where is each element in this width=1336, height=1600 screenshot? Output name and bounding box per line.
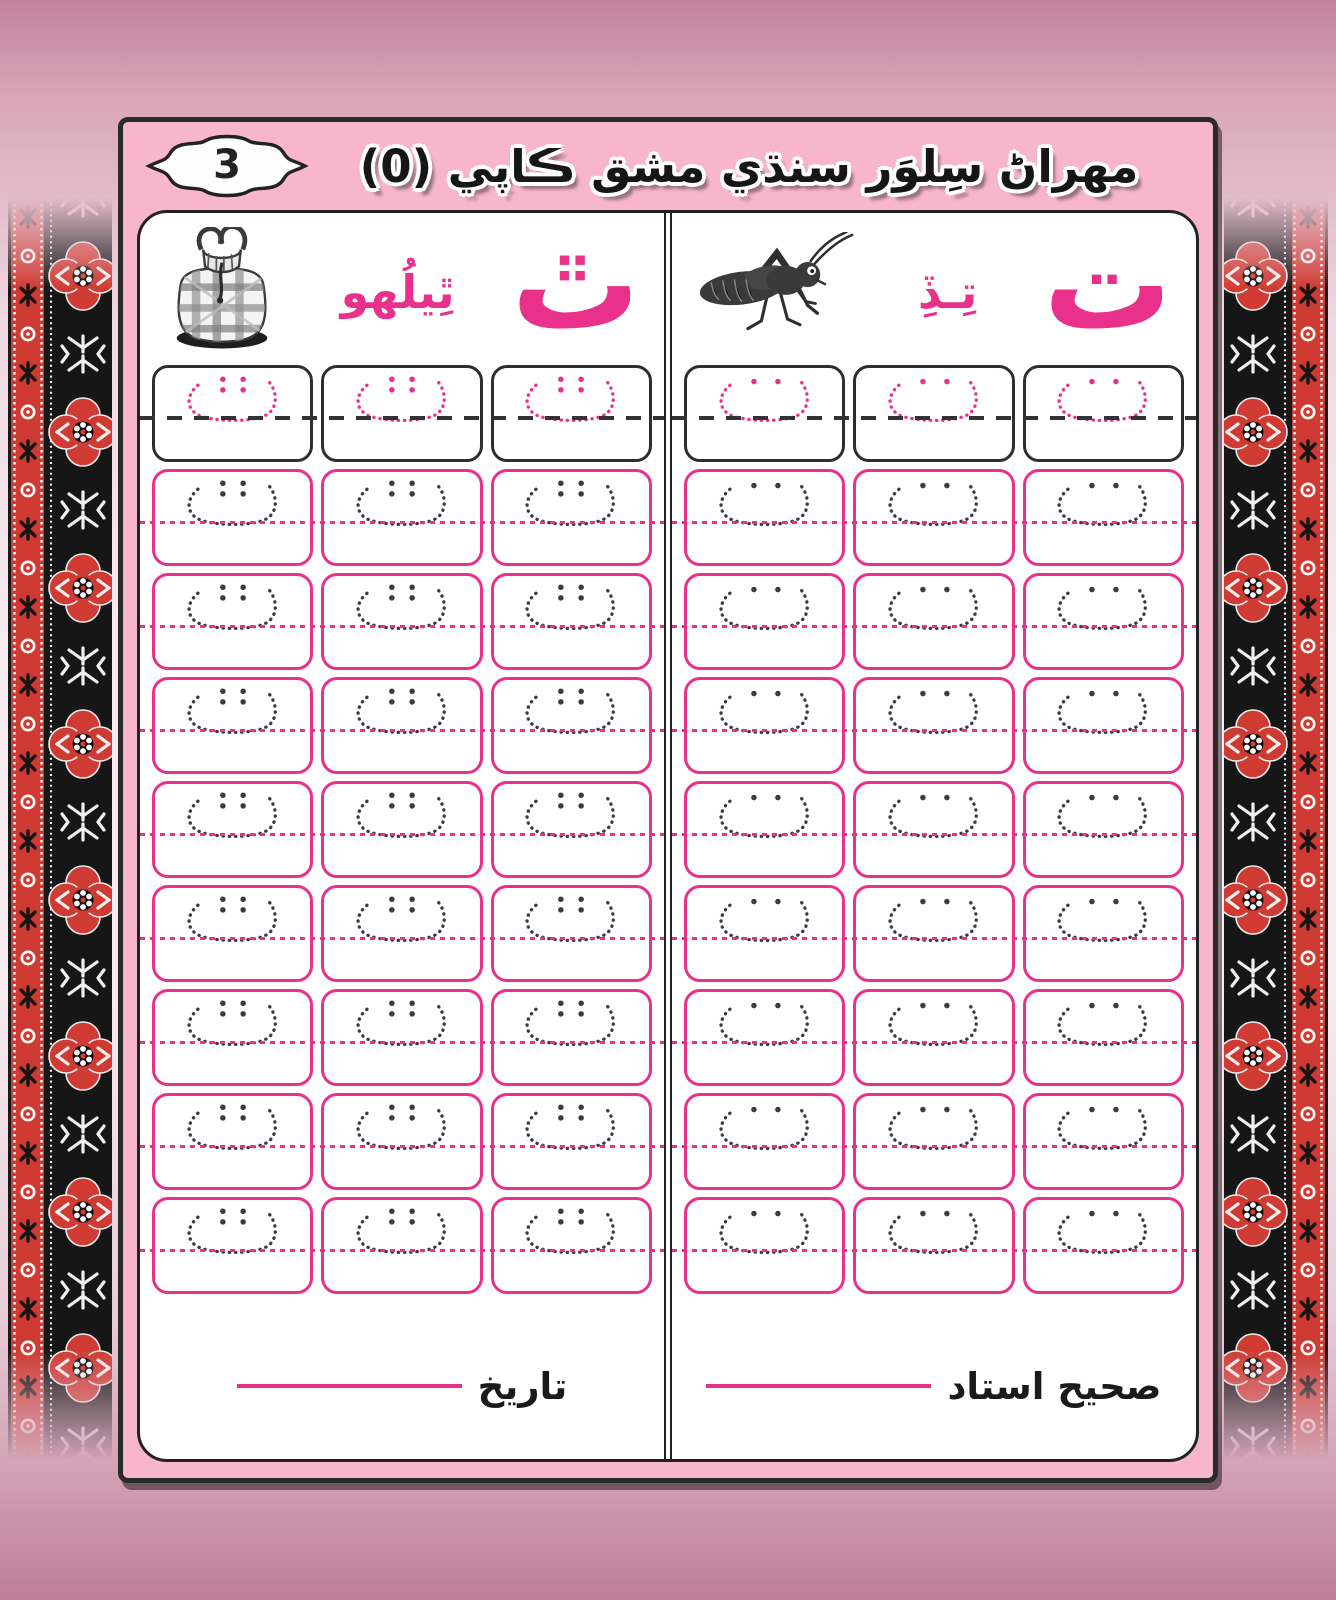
plaid-bag-icon (156, 227, 288, 357)
practice-row (152, 573, 652, 670)
practice-row (152, 989, 652, 1086)
writing-baseline (140, 416, 664, 420)
practice-box (853, 781, 1014, 878)
practice-box (321, 677, 482, 774)
panel-right-practice-grid (684, 365, 1184, 1301)
writing-baseline (140, 1041, 664, 1044)
practice-box (1023, 1197, 1184, 1294)
page-number-badge (143, 133, 311, 199)
center-divider (664, 213, 672, 1459)
practice-row (684, 1093, 1184, 1190)
grasshopper-icon (688, 232, 856, 352)
practice-box (491, 781, 652, 878)
practice-row (152, 469, 652, 566)
practice-row (152, 1093, 652, 1190)
practice-row (684, 469, 1184, 566)
worksheet-header (123, 122, 1213, 210)
practice-box (1023, 573, 1184, 670)
writing-baseline (140, 1249, 664, 1252)
practice-box (684, 1197, 845, 1294)
worksheet-card (118, 117, 1218, 1483)
practice-row (684, 989, 1184, 1086)
practice-box (491, 573, 652, 670)
practice-box (491, 1093, 652, 1190)
practice-box (684, 365, 845, 462)
practice-box (684, 989, 845, 1086)
date-signature-line (237, 1384, 462, 1388)
ajrak-border-right (1224, 198, 1328, 1460)
teacher-signature-line (706, 1384, 931, 1388)
ajrak-border-left (8, 198, 112, 1460)
practice-row (684, 885, 1184, 982)
panel-left-head (152, 210, 652, 361)
practice-row (152, 885, 652, 982)
panel-left-word: ٿِيلُهو (340, 265, 455, 319)
practice-box (491, 469, 652, 566)
practice-box (853, 573, 1014, 670)
practice-box (321, 885, 482, 982)
page-number: 3 (213, 142, 241, 188)
panel-right-footer (684, 1339, 1184, 1459)
practice-box (853, 677, 1014, 774)
writing-baseline (672, 625, 1196, 628)
practice-box (152, 989, 313, 1086)
practice-box (152, 573, 313, 670)
practice-box (853, 469, 1014, 566)
practice-box (684, 1093, 845, 1190)
practice-box (152, 1197, 313, 1294)
practice-box (853, 989, 1014, 1086)
writing-baseline (140, 521, 664, 524)
practice-box (1023, 885, 1184, 982)
practice-box (1023, 989, 1184, 1086)
practice-box (321, 1197, 482, 1294)
panel-left-letter: ٿ (511, 210, 640, 359)
practice-box (321, 365, 482, 462)
panel-left-footer (152, 1339, 652, 1459)
writing-baseline (672, 937, 1196, 940)
writing-baseline (140, 729, 664, 732)
practice-box (152, 677, 313, 774)
practice-box (321, 781, 482, 878)
practice-row (152, 1197, 652, 1294)
practice-box (152, 781, 313, 878)
practice-box (853, 1197, 1014, 1294)
panel-right-letter: ت (1043, 210, 1172, 359)
practice-box (1023, 677, 1184, 774)
practice-box (321, 989, 482, 1086)
writing-baseline (672, 729, 1196, 732)
practice-box (491, 677, 652, 774)
writing-baseline (140, 937, 664, 940)
practice-box (491, 1197, 652, 1294)
practice-box (152, 885, 313, 982)
panel-right-word: تِـڏِ (917, 265, 978, 319)
practice-row (152, 365, 652, 462)
practice-box (1023, 365, 1184, 462)
practice-box (491, 365, 652, 462)
panel-left-practice-grid (152, 365, 652, 1301)
practice-box (152, 469, 313, 566)
practice-box (684, 781, 845, 878)
practice-row (684, 573, 1184, 670)
writing-baseline (140, 625, 664, 628)
teacher-check-label: صحيح استاد (947, 1364, 1162, 1408)
practice-box (321, 573, 482, 670)
practice-box (853, 885, 1014, 982)
writing-baseline (672, 833, 1196, 836)
writing-baseline (672, 1249, 1196, 1252)
worksheet-sheet (137, 210, 1199, 1462)
practice-box (1023, 1093, 1184, 1190)
practice-row (684, 677, 1184, 774)
practice-box (684, 885, 845, 982)
practice-box (853, 1093, 1014, 1190)
practice-box (152, 365, 313, 462)
practice-box (853, 365, 1014, 462)
writing-baseline (672, 1041, 1196, 1044)
panel-letter-teh (672, 210, 1196, 1459)
practice-box (321, 469, 482, 566)
practice-box (1023, 469, 1184, 566)
practice-box (684, 469, 845, 566)
panel-letter-theh (140, 210, 664, 1459)
writing-baseline (672, 521, 1196, 524)
practice-box (491, 989, 652, 1086)
practice-row (152, 677, 652, 774)
practice-box (321, 1093, 482, 1190)
practice-box (684, 573, 845, 670)
practice-box (491, 885, 652, 982)
practice-row (684, 781, 1184, 878)
practice-row (152, 781, 652, 878)
practice-row (684, 365, 1184, 462)
practice-box (152, 1093, 313, 1190)
practice-box (684, 677, 845, 774)
writing-baseline (140, 1145, 664, 1148)
practice-row (684, 1197, 1184, 1294)
writing-baseline (672, 416, 1196, 420)
date-label: تاريخ (477, 1364, 568, 1408)
writing-baseline (140, 833, 664, 836)
panel-right-head (684, 210, 1184, 361)
worksheet-title: مهراڻ سِلوَر سنڌي مشق ڪاپي (0) (359, 139, 1139, 193)
practice-box (1023, 781, 1184, 878)
writing-baseline (672, 1145, 1196, 1148)
